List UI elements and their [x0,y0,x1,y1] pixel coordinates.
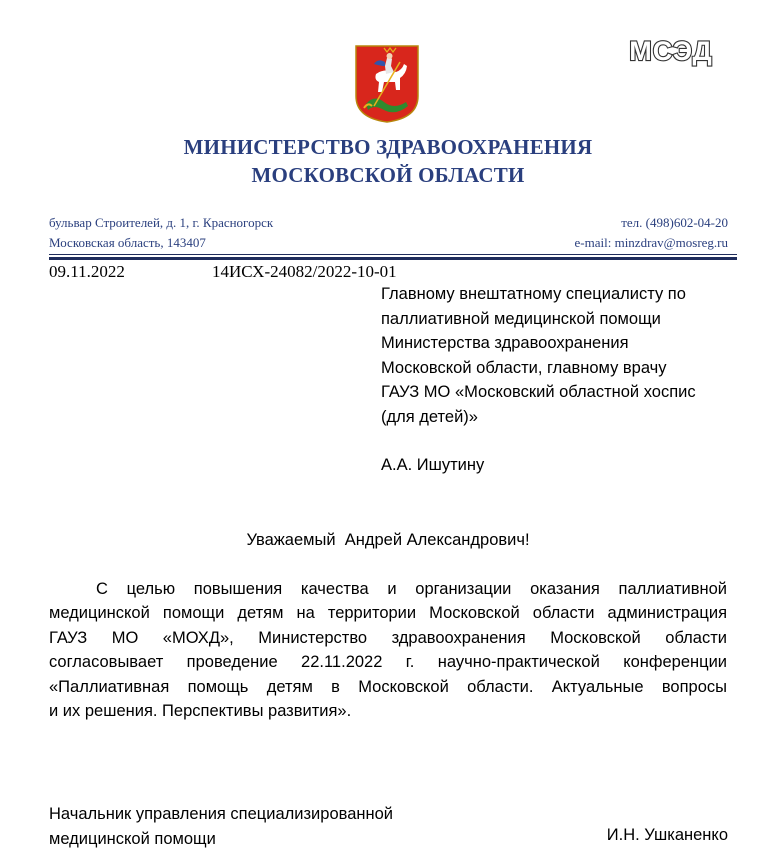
recipient-block [381,282,741,429]
contact-block [575,213,728,253]
greeting: Уважаемый Андрей Александрович! [246,531,530,549]
recipient-line: Главному внештатному специалисту по [381,285,686,303]
address-line2: Московская область, 143407 [49,235,206,250]
signer-position-line1: Начальник управления специализированной [49,805,393,823]
body-line: медицинской помощи детям на территории Московской области администрация [49,604,727,623]
phone: тел. (498)602-04-20 [621,215,728,230]
header-divider-thin [49,254,737,255]
msed-stamp-text: МСЭД [629,36,713,66]
signer-position [49,802,393,851]
document-date: 09.11.2022 [49,262,125,281]
address-line1: бульвар Строителей, д. 1, г. Красногорск [49,215,274,230]
body-line: и их решения. Перспективы развития». [49,701,352,720]
ministry-title-line2: МОСКОВСКОЙ ОБЛАСТИ [251,163,525,187]
recipient-name: А.А. Ишутину [381,456,485,474]
body-line: согласовывает проведение 22.11.2022 г. научно-практической конференции [49,653,727,672]
body-line: ГАУЗ МО «МОХД», Министерство здравоохранения Московской области [49,628,727,647]
body-line: «Паллиативная помощь детям в Московской области. Актуальные вопросы [49,677,727,696]
body-line: С целью повышения качества и организации оказания паллиативной [96,580,727,598]
recipient-line: (для детей)» [381,407,478,426]
email: e-mail: minzdrav@mosreg.ru [574,235,728,250]
recipient-line: Московской области, главному врачу [381,358,667,377]
signer-name: И.Н. Ушканенко [606,826,728,844]
header-divider-thick [49,257,737,260]
letter-body [49,577,727,723]
address-block [49,213,273,253]
msed-stamp [626,30,716,70]
recipient-line: Министерства здравоохранения [381,334,629,352]
signer-position-line2: медицинской помощи [49,829,216,848]
document-number: 14ИСХ-24082/2022-10-01 [212,262,397,281]
coat-of-arms-icon [354,44,420,124]
recipient-line: паллиативной медицинской помощи [381,309,661,328]
ministry-title-line1: МИНИСТЕРСТВО ЗДРАВООХРАНЕНИЯ [183,135,593,159]
recipient-line: ГАУЗ МО «Московский областной хоспис [381,383,696,401]
